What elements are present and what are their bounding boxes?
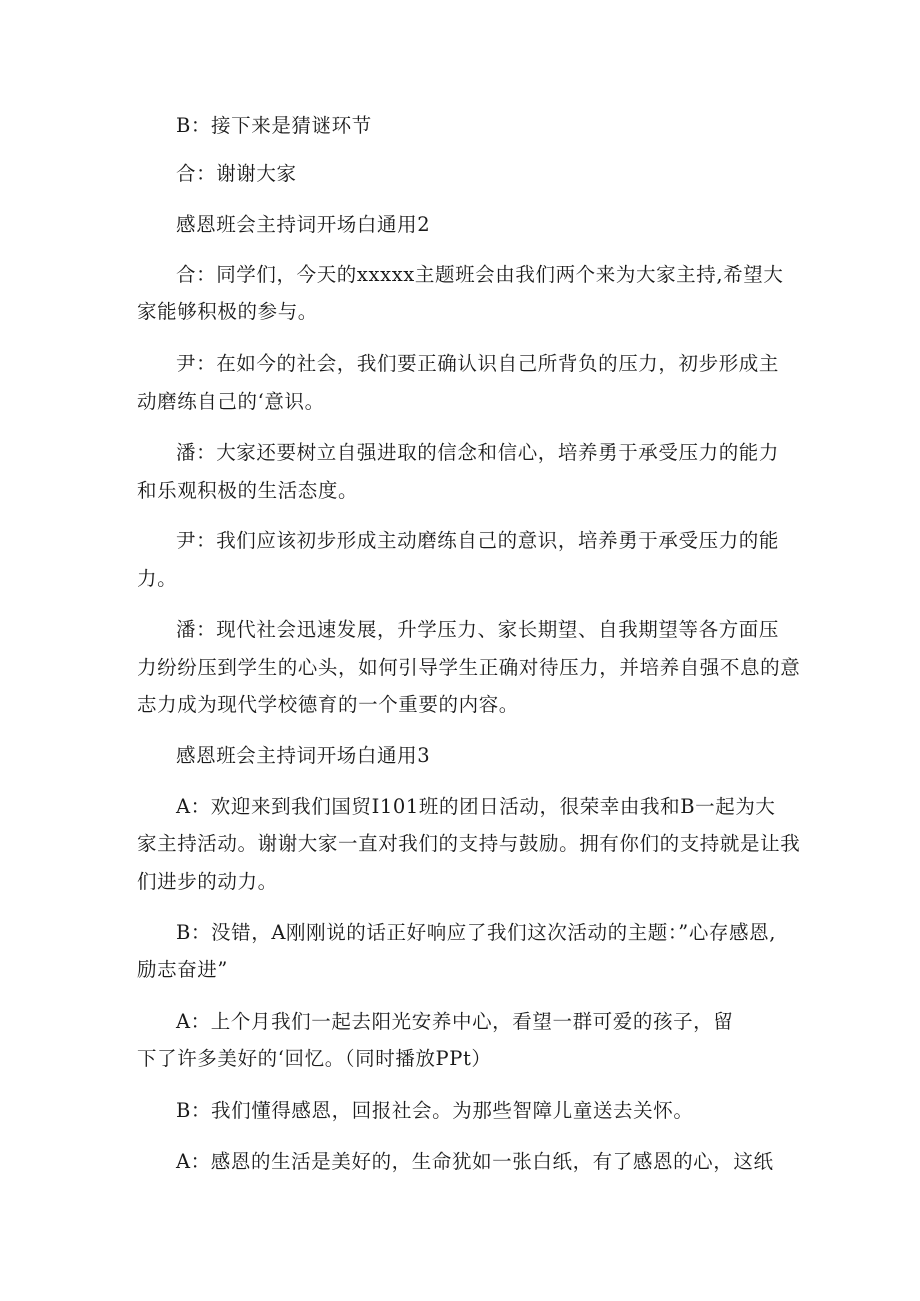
dialogue-line-continuation: 下了许多美好的‘回忆。（同时播放PPt） (137, 1047, 492, 1070)
dialogue-line-continuation: 动磨练自己的‘意识。 (137, 390, 325, 413)
dialogue-line: A：欢迎来到我们国贸I101班的团日活动，很荣幸由我和B一起为大 (176, 795, 776, 818)
dialogue-line-continuation: 力纷纷压到学生的心头，如何引导学生正确对待压力，并培养自强不息的意 (137, 656, 801, 679)
dialogue-line-continuation: 和乐观积极的生活态度。 (137, 479, 359, 502)
dialogue-line: B：没错，A刚刚说的话正好响应了我们这次活动的主题：”心存感恩, (176, 921, 777, 944)
dialogue-line-continuation: 家能够积极的参与。 (137, 300, 318, 323)
dialogue-line: B：我们懂得感恩，回报社会。为那些智障儿童送去关怀。 (176, 1099, 694, 1122)
section-heading: 感恩班会主持词开场白通用3 (176, 744, 431, 767)
dialogue-line-continuation: 励志奋进” (137, 958, 228, 981)
dialogue-line: B：接下来是猜谜环节 (176, 114, 372, 137)
dialogue-line-continuation: 志力成为现代学校德育的一个重要的内容。 (137, 693, 519, 716)
dialogue-line: 尹：我们应该初步形成主动磨练自己的意识，培养勇于承受压力的能 (176, 529, 780, 552)
dialogue-line: A：感恩的生活是美好的，生命犹如一张白纸，有了感恩的心，这纸 (176, 1150, 774, 1173)
dialogue-line: 尹：在如今的社会，我们要正确认识自己所背负的压力，初步形成主 (176, 352, 780, 375)
dialogue-line-continuation: 们进步的动力。 (137, 870, 278, 893)
dialogue-line-continuation: 家主持活动。谢谢大家一直对我们的支持与鼓励。拥有你们的支持就是让我 (137, 832, 801, 855)
section-heading: 感恩班会主持词开场白通用2 (176, 213, 431, 236)
dialogue-line: 潘：大家还要树立自强进取的信念和信心，培养勇于承受压力的能力 (176, 441, 780, 464)
dialogue-line-continuation: 力。 (137, 567, 178, 590)
dialogue-line: 合：同学们，今天的xxxxx主题班会由我们两个来为大家主持,希望大 (176, 263, 784, 286)
dialogue-line: A：上个月我们一起去阳光安养中心，看望一群可爱的孩子，留 (176, 1010, 734, 1033)
dialogue-line: 潘：现代社会迅速发展，升学压力、家长期望、自我期望等各方面压 (176, 618, 780, 641)
dialogue-line: 合：谢谢大家 (176, 162, 297, 185)
